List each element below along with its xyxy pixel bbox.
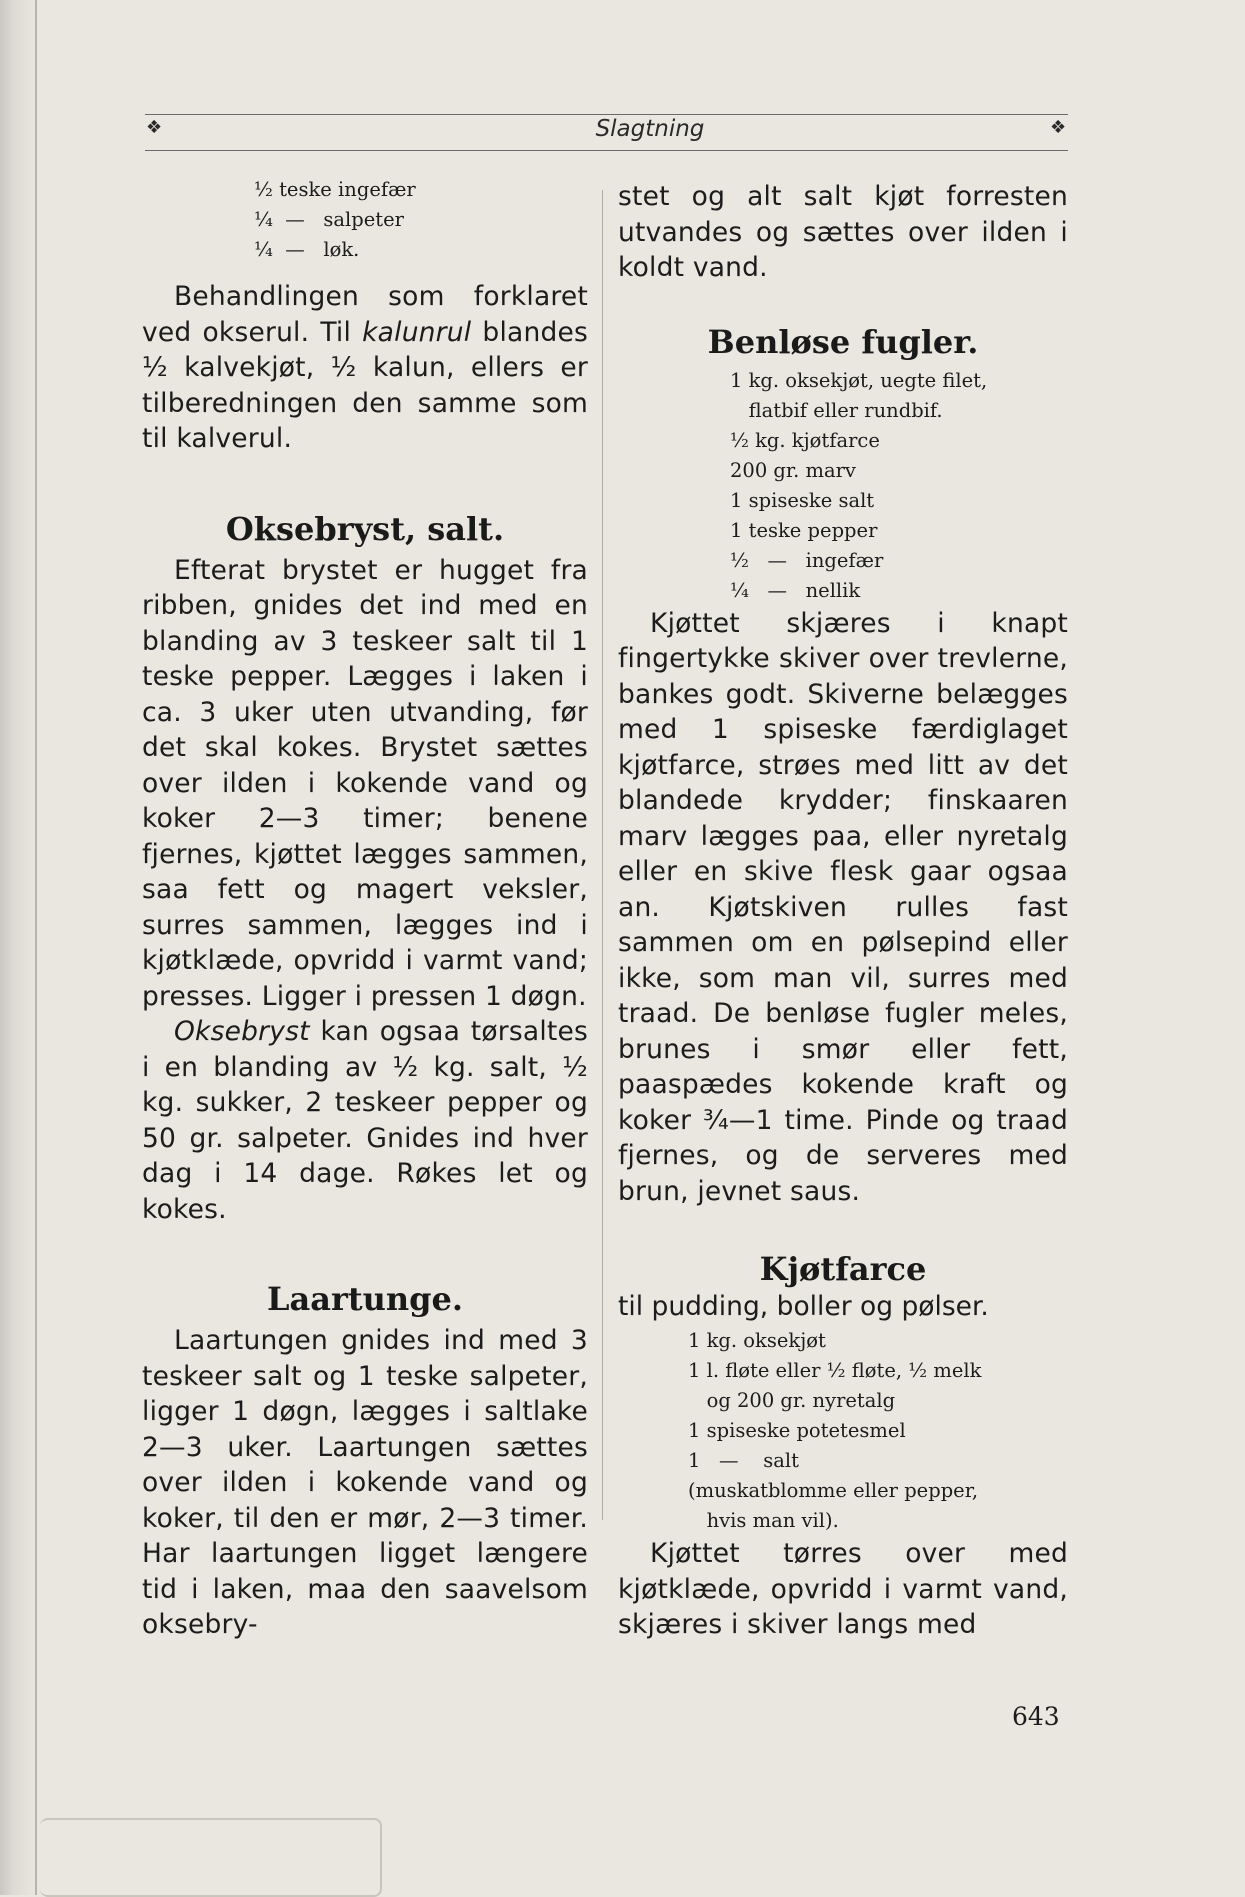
ingredient-line: og 200 gr. nyretalg [688,1389,896,1412]
text-run: Laartungen gnides ind med 3 teskeer salt og 1 teske salpeter, ligger 1 døgn, lægges i saltlake 2—3 uker. Laartungen sættes over ilden i kokende vand og koker, til den er mør, 2—3 timer. Har laartungen ligget længere tid i laken, maa den saavelsom oksebry- [142,1325,588,1640]
ingredient-line: 1 — salt [688,1449,800,1472]
ingredient-line: ¼ — salpeter [254,208,404,231]
text-run-italic: kalunrul [362,316,472,348]
heading-oksebryst: Oksebryst, salt. [225,509,505,548]
ingredient-line: 1 spiseske potetesmel [688,1419,906,1442]
right-column [618,175,1068,1643]
paragraph-benlose-fugler [618,606,1068,1210]
paragraph-behandlingen [142,279,588,457]
ingredient-line: ½ — ingefær [730,548,884,572]
ingredient-line: 1 l. fløte eller ½ fløte, ½ melk [688,1359,982,1382]
paragraph-kjotfarce [618,1536,1068,1643]
text-run: Efterat brystet er hugget fra ribben, gnides det ind med en blanding av 3 teskeer salt til 1 teske pepper. Lægges i laken i ca. 3 uker uten utvanding, før det skal kokes. Brystet sættes over ilden i kokende vand og koker 2—3 timer; benene fjernes, kjøttet lægges sammen, saa fett og magert veksler, surres sammen, lægges ind i kjøtklæde, opvridd i varmt vand; presses. Ligger i pressen 1 døgn. [142,554,588,1012]
book-binding-edge [0,0,40,1895]
ingredient-list-benlose [730,366,1068,606]
ingredient-line: ½ teske ingefær [254,178,416,201]
text-run: Kjøttet tørres over med kjøtklæde, opvridd i varmt vand, skjæres i skiver langs med [618,1538,1068,1640]
paragraph-continued: stet og alt salt kjøt forresten utvandes og sættes over ilden i koldt vand. [618,181,1068,283]
ingredient-line: (muskatblomme eller pepper, [688,1479,979,1502]
text-run: kan ogsaa tørsaltes i en blanding av ½ kg. salt, ½ kg. sukker, 2 teskeer pepper og 50 gr. salpeter. Gnides ind hver dag i 14 dage. Røkes let og kokes. [142,1016,588,1225]
ingredient-list-intro [254,175,588,265]
header-ornament-left: ❖ [146,117,163,138]
heading-kjotfarce: Kjøtfarce [759,1250,927,1288]
subheading-kjotfarce: til pudding, boller og pølser. [618,1291,989,1322]
left-column [142,175,588,1643]
ingredient-line: 1 kg. oksekjøt [688,1329,826,1352]
ingredient-line: hvis man vil). [688,1509,839,1532]
ingredient-line: ¼ — løk. [254,238,360,261]
ingredient-line: ¼ — nellik [730,578,861,602]
ingredient-line: 1 spiseske salt [730,488,875,512]
paragraph-laartunge [142,1323,588,1643]
page-number: 643 [1012,1702,1060,1731]
column-divider [602,190,603,1520]
ingredient-line: 200 gr. marv [730,458,856,482]
header-rule-bottom [145,150,1068,151]
header-ornament-right: ❖ [1050,117,1067,138]
page-tab-mark [40,1818,382,1897]
text-run-italic: Oksebryst [174,1016,310,1047]
heading-laartunge: Laartunge. [266,1280,463,1318]
ingredient-list-kjotfarce [688,1326,1068,1536]
paragraph-oksebryst [142,553,588,1015]
text-run: Kjøttet skjæres i knapt fingertykke skiver over trevlerne, bankes godt. Skiverne belægges med 1 spiseske færdiglaget kjøtfarce, strøes med litt av det blandede krydder; finskaaren marv lægges paa, eller nyretalg eller en skive flesk gaar ogsaa an. Kjøtskiven rulles fast sammen om en pølsepind eller ikke, som man vil, surres med traad. De benløse fugler meles, brunes i smør eller fett, paaspædes kokende kraft og koker ¾—1 time. Pinde og traad fjernes, og de serveres med brun, jevnet saus. [618,607,1068,1207]
running-header-title: Slagtning [595,116,705,142]
text-run: blandes ½ kalvekjøt, ½ kalun, ellers er tilberedningen den samme som til kalverul. [142,316,588,454]
ingredient-line: 1 kg. oksekjøt, uegte filet, [730,368,988,392]
ingredient-line: 1 teske pepper [730,518,878,542]
ingredient-line: ½ kg. kjøtfarce [730,428,880,452]
header-rule-top [145,114,1068,115]
text-run: Behandlingen som forklaret ved okserul. Til [142,281,588,348]
heading-benlose-fugler: Benløse fugler. [707,322,979,361]
binding-fold-line [35,0,37,1895]
ingredient-line: flatbif eller rundbif. [730,398,943,422]
paragraph-oksebryst-torsaltes [142,1014,588,1227]
